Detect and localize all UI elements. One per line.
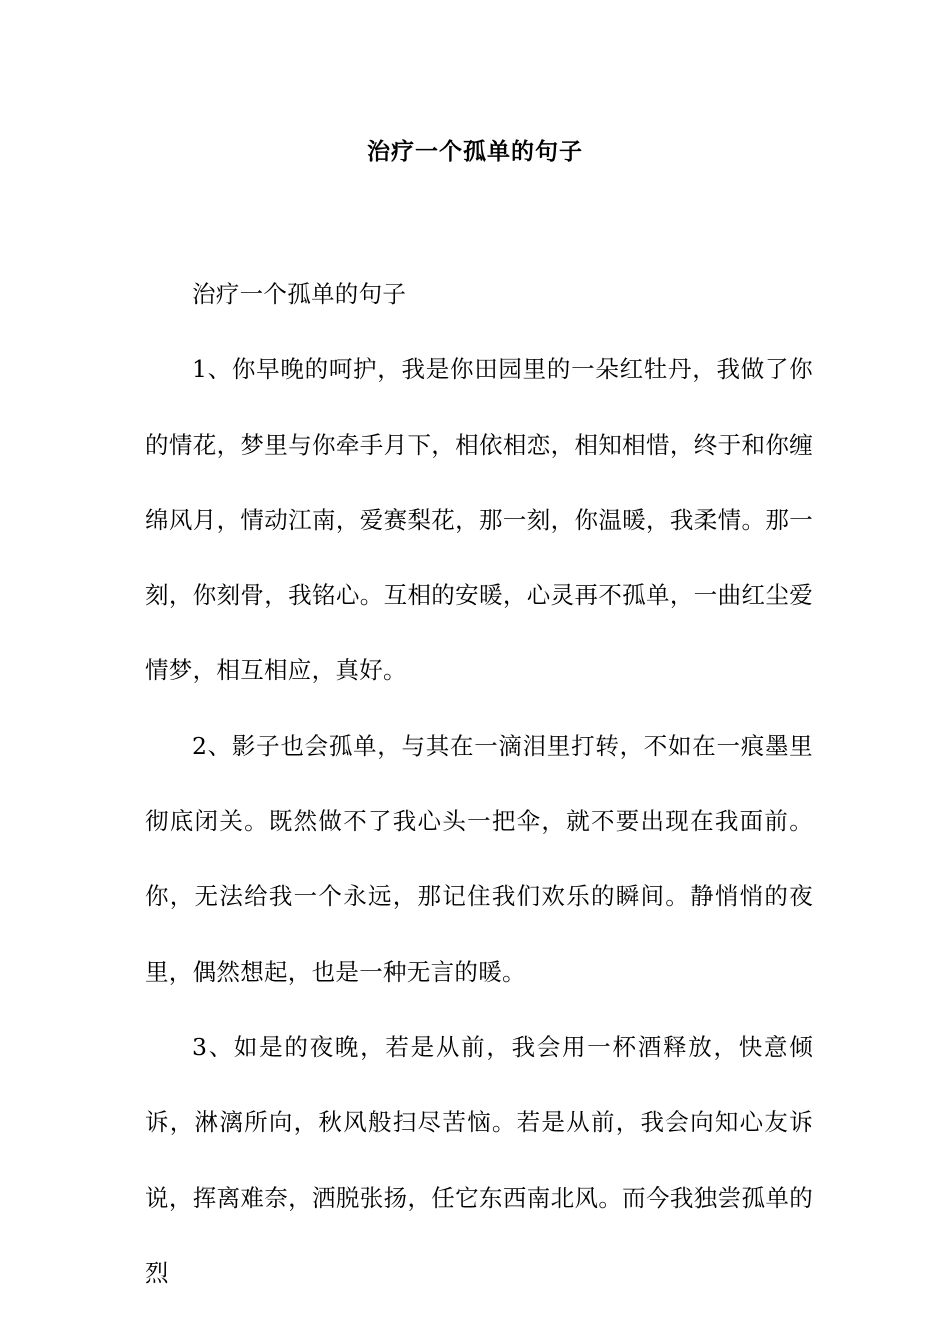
document-title: 治疗一个孤单的句子 <box>367 138 583 165</box>
document-body <box>145 257 813 1311</box>
paragraph-subtitle: 治疗一个孤单的句子 <box>192 280 407 308</box>
paragraph-1: 1、你早晚的呵护，我是你田园里的一朵红牡丹，我做了你的情花，梦里与你牵手月下，相依相恋，相知相惜，终于和你缠绵风月，情动江南，爱赛梨花，那一刻，你温暖，我柔情。那一刻，你刻骨，我铭心。互相的安暖，心灵再不孤单，一曲红尘爱情梦，相互相应，真好。 <box>145 355 813 685</box>
paragraph-2: 2、影子也会孤单，与其在一滴泪里打转，不如在一痕墨里彻底闭关。既然做不了我心头一把伞，就不要出现在我面前。你，无法给我一个永远，那记住我们欢乐的瞬间。静悄悄的夜里，偶然想起，也是一种无言的暖。 <box>145 731 813 986</box>
paragraph-3: 3、如是的夜晚，若是从前，我会用一杯酒释放，快意倾诉，淋漓所向，秋风般扫尽苦恼。若是从前，我会向知心友诉说，挥离难奈，洒脱张扬，任它东西南北风。而今我独尝孤单的烈 <box>145 1032 813 1287</box>
